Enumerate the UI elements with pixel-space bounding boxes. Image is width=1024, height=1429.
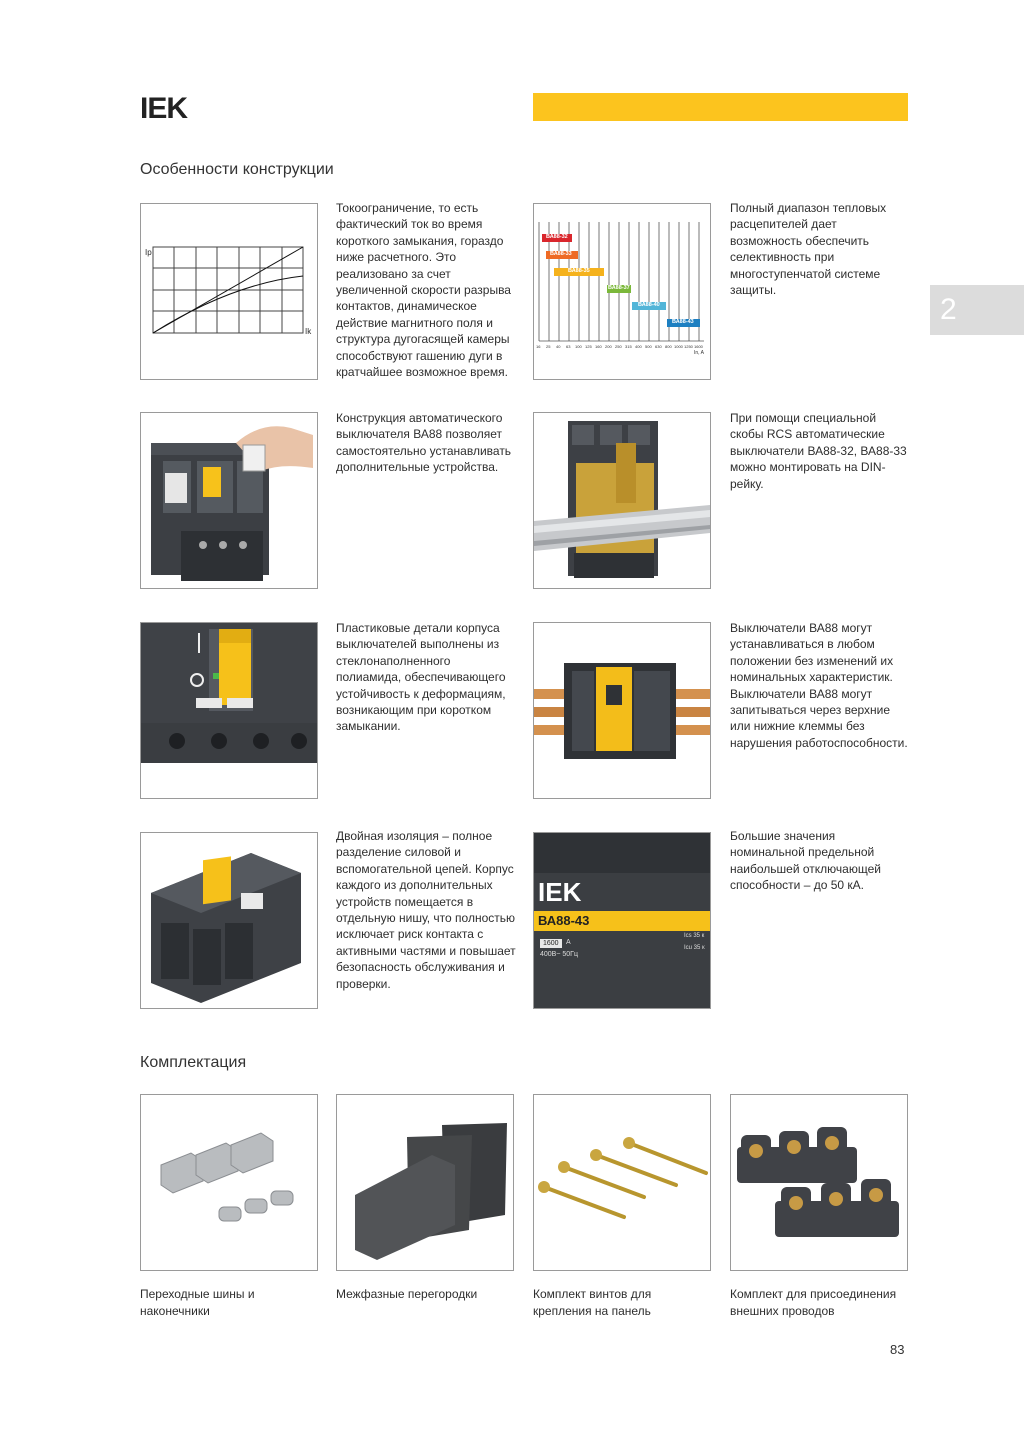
- kit-busbars-photo: [140, 1094, 318, 1271]
- section-tab: [930, 285, 1024, 335]
- label-top-band: [534, 833, 711, 873]
- section-number: 2: [940, 293, 957, 326]
- kit-caption-4: Комплект для присоединения внешних проводов: [730, 1287, 897, 1318]
- busbar-mount-photo: [533, 622, 711, 799]
- kit-screws-photo: [533, 1094, 711, 1271]
- kit-title: Комплектация: [140, 1054, 247, 1071]
- logo-text: IEK: [140, 92, 188, 125]
- feature-text-2: Полный диапазон тепловых расцепителей дает возможность обеспечить селективность при многоступенчатой системе защиты.: [730, 201, 887, 298]
- label-brand: IEK: [538, 877, 582, 907]
- feature-text-4: При помощи специальной скобы RCS автоматические выключатели ВА88-32, ВА88-33 можно монтировать на DIN-рейку.: [730, 411, 907, 491]
- header-accent-bar: [533, 93, 908, 121]
- kit-caption-2: Межфазные перегородки: [336, 1287, 478, 1301]
- label-spec: 400В~ 50Гц: [540, 951, 578, 958]
- current-limiting-graph: [140, 203, 318, 380]
- label-model: ВА88-43: [538, 913, 590, 928]
- kit-caption-1: Переходные шины и наконечники: [140, 1287, 255, 1318]
- range-label-va88-33: ВА88-33: [550, 251, 572, 257]
- din-rail-mount-photo: [533, 412, 711, 589]
- label-current: 1600: [540, 939, 562, 948]
- feature-text-3: Конструкция автоматического выключателя ВА88 позволяет самостоятельно устанавливать дополнительные устройства.: [336, 411, 512, 475]
- tick-label: 1250: [684, 344, 693, 349]
- tick-label: 63: [566, 344, 571, 349]
- tick-label: 500: [645, 344, 652, 349]
- range-label-va88-32: ВА88-32: [546, 234, 568, 240]
- range-label-va88-40: ВА88-40: [638, 302, 660, 308]
- thermal-range-chart: [533, 203, 711, 380]
- range-label-va88-37: ВА88-37: [608, 285, 630, 291]
- tick-label: 1000: [674, 344, 683, 349]
- range-label-va88-43: ВА88-43: [672, 319, 694, 325]
- kit-caption-3: Комплект винтов для крепления на панель: [533, 1287, 652, 1318]
- tick-label: 125: [585, 344, 592, 349]
- tick-label: 1600: [694, 344, 703, 349]
- feature-text-6: Выключатели ВА88 могут устанавливаться в любом положении без изменений их номинальных характеристик. Выключатели ВА88 могут запитываться через верхние или нижние клеммы без нарушения работоспособности.: [730, 621, 908, 750]
- label-ics: Ics 35 к: [684, 933, 705, 939]
- label-unit: А: [566, 939, 571, 946]
- feature-text-1: Токоограничение, то есть фактический ток во время короткого замыкания, гораздо ниже расчетного. Это реализовано за счет увеличенной скорости разрыва контактов, динамическое действие магнитного поля и структура дугогасящей камеры способствуют гашению дуги в кратчайшее возможное время.: [336, 201, 511, 380]
- tick-label: 25: [546, 344, 551, 349]
- label-icu: Icu 35 к: [684, 945, 705, 951]
- features-title: Особенности конструкции: [140, 161, 334, 178]
- feature-text-7: Двойная изоляция – полное разделение силовой и вспомогательной цепей. Корпус каждого из дополнительных устройств помещается в отдельную нишу, что полностью исключает риск контакта с активными частями и повышает безопасность обслуживания и проверки.: [336, 829, 516, 991]
- tick-label: 800: [665, 344, 672, 349]
- tick-label: 200: [605, 344, 612, 349]
- breaker-body-photo: [140, 622, 318, 799]
- tick-label: 16: [536, 344, 541, 349]
- feature-text-8: Большие значения номинальной предельной наибольшей отключающей способности – до 50 кА.: [730, 829, 881, 893]
- double-insulation-photo: [140, 832, 318, 1009]
- rating-label-photo: [533, 832, 711, 1009]
- graph-x-label: Ik: [305, 327, 312, 336]
- range-x-label: In, A: [694, 350, 705, 356]
- tick-label: 160: [595, 344, 602, 349]
- tick-label: 100: [575, 344, 582, 349]
- kit-terminals-photo: [730, 1094, 908, 1271]
- graph-y-label: Ip: [145, 248, 152, 257]
- breaker-accessory-photo: [140, 412, 318, 589]
- page-number: 83: [890, 1342, 905, 1357]
- tick-label: 315: [625, 344, 632, 349]
- kit-phase-barriers-photo: [336, 1094, 514, 1271]
- feature-text-5: Пластиковые детали корпуса выключателей выполнены из стеклонаполненного полиамида, обеспечивающего устойчивость к деформациям, возникающим при коротком замыкании.: [336, 621, 506, 734]
- range-label-va88-35: ВА88-35: [568, 268, 590, 274]
- tick-label: 40: [556, 344, 561, 349]
- tick-label: 400: [635, 344, 642, 349]
- range-chart-grid: [534, 204, 710, 379]
- iek-logo: [140, 92, 187, 126]
- tick-label: 250: [615, 344, 622, 349]
- range-tick-labels: [534, 344, 710, 352]
- tick-label: 630: [655, 344, 662, 349]
